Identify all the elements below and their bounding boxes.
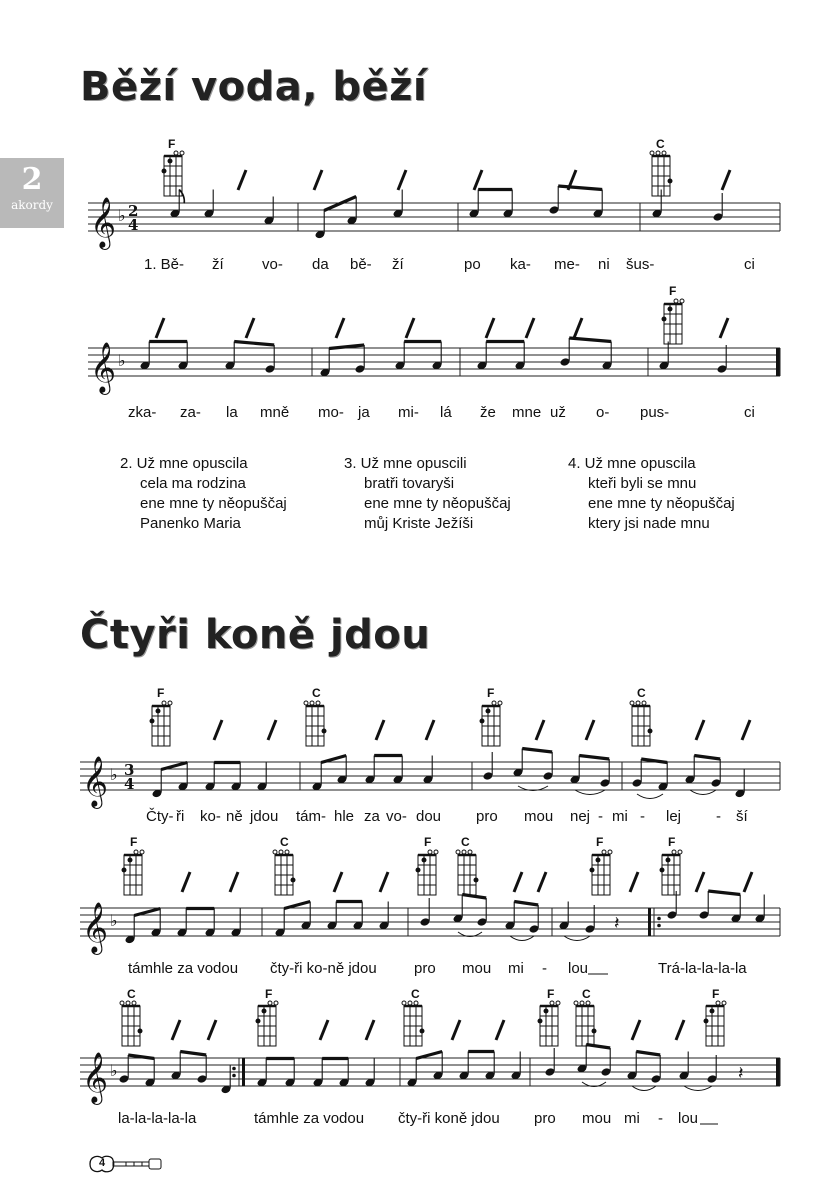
lyric-syllable: šus- <box>626 256 655 273</box>
lyric-syllable: za <box>364 808 380 825</box>
lyric-syllable: o- <box>596 404 610 421</box>
strum-slash <box>376 720 384 740</box>
lyric-syllable: Trá-la-la-la-la <box>658 960 747 977</box>
slur <box>637 794 663 799</box>
chord-name: F <box>596 835 604 849</box>
page-footer <box>86 1150 166 1178</box>
note-beam <box>416 1052 442 1059</box>
strum-slash <box>406 318 414 338</box>
strum-slash <box>182 872 190 892</box>
open-string <box>468 850 472 854</box>
strum-slash <box>742 720 750 740</box>
finger-dot <box>662 317 667 322</box>
quarter-rest: 𝄽 <box>738 1063 744 1084</box>
chord-name: F <box>668 835 676 849</box>
note-beam <box>586 1045 610 1049</box>
lyric-syllable: mou <box>524 808 554 825</box>
finger-dot <box>128 858 133 863</box>
verse-line: ene mne ty něopuščaj <box>588 495 735 512</box>
lyric-syllable: - <box>716 808 721 825</box>
finger-dot <box>156 709 161 714</box>
note-beam <box>522 749 552 753</box>
chord-diagram-icon <box>704 1001 727 1046</box>
repeat-dot <box>657 917 661 921</box>
strum-slash <box>696 872 704 892</box>
treble-clef-icon: 𝄞 <box>90 197 117 248</box>
time-signature-num: 3 <box>124 761 135 779</box>
lyric-syllable: támhle za vodou <box>128 960 239 977</box>
chord-diagram-icon <box>660 850 683 895</box>
chord-name: F <box>669 284 677 298</box>
note-beam <box>636 1052 660 1056</box>
open-string <box>162 701 166 705</box>
open-string <box>574 1001 578 1005</box>
open-string <box>492 701 496 705</box>
lyric-syllable: ně <box>226 808 243 825</box>
song1-title: Běží voda, běží <box>80 64 428 110</box>
strum-slash <box>744 872 752 892</box>
finger-dot <box>590 868 595 873</box>
key-flat: ♭ <box>110 765 118 784</box>
strum-slash <box>426 720 434 740</box>
lyric-syllable: - <box>658 1110 663 1127</box>
open-string <box>656 151 660 155</box>
open-string <box>274 1001 278 1005</box>
lyric-syllable: la <box>226 404 238 421</box>
strum-slash <box>720 318 728 338</box>
lyric-syllable: zka- <box>128 404 157 421</box>
lyric-syllable: mou <box>462 960 492 977</box>
chord-diagram-icon <box>162 151 185 196</box>
ukulele-icon <box>86 1150 166 1178</box>
finger-dot <box>486 709 491 714</box>
treble-clef-icon: 𝄞 <box>90 342 117 393</box>
chord-name: F <box>168 137 176 151</box>
chord-diagram-icon <box>273 850 296 895</box>
lyric-syllable: pro <box>534 1110 556 1127</box>
chord-name: C <box>411 987 420 1001</box>
verse-line: kteři byli se mnu <box>588 475 697 492</box>
lyric-syllable: tám- <box>296 808 326 825</box>
open-string <box>722 1001 726 1005</box>
slur <box>684 1086 712 1091</box>
verse-line: ktery jsi nade mnu <box>588 515 710 532</box>
open-string <box>586 1001 590 1005</box>
finger-dot <box>648 729 653 734</box>
verse-line: 3. Už mne opuscili <box>344 455 467 472</box>
lyric-syllable: mi <box>612 808 628 825</box>
lyric-syllable: už <box>550 404 566 421</box>
verse-line: ene mne ty něopuščaj <box>140 495 287 512</box>
chord-diagram-icon <box>574 1001 597 1046</box>
lyric-syllable: ři <box>176 808 185 825</box>
final-bar <box>776 348 780 376</box>
repeat-bar <box>648 908 651 936</box>
key-flat: ♭ <box>110 911 118 930</box>
open-string <box>304 701 308 705</box>
key-flat: ♭ <box>118 206 126 225</box>
chord-diagram-icon <box>402 1001 425 1046</box>
lyric-syllable: pro <box>414 960 436 977</box>
chord-diagram-icon <box>122 850 145 895</box>
chord-name: C <box>127 987 136 1001</box>
time-signature-den: 4 <box>124 775 135 793</box>
finger-dot <box>122 868 127 873</box>
open-string <box>630 701 634 705</box>
chord-diagram-icon <box>120 1001 143 1046</box>
lyric-syllable: pus- <box>640 404 670 421</box>
lyric-syllable: po <box>464 256 481 273</box>
lyric-syllable: ka- <box>510 256 531 273</box>
strum-slash <box>630 872 638 892</box>
finger-dot <box>416 868 421 873</box>
open-string <box>602 850 606 854</box>
strum-slash <box>452 1020 460 1040</box>
lyric-syllable: me- <box>554 256 580 273</box>
strum-slash <box>676 1020 684 1040</box>
strum-slash <box>380 872 388 892</box>
open-string <box>636 701 640 705</box>
lyric-syllable: za- <box>180 404 201 421</box>
open-string <box>674 299 678 303</box>
chord-name: F <box>265 987 273 1001</box>
finger-dot <box>162 169 167 174</box>
chord-name: C <box>582 987 591 1001</box>
strum-slash <box>496 1020 504 1040</box>
treble-clef-icon: 𝄞 <box>82 902 109 953</box>
open-string <box>279 850 283 854</box>
open-string <box>462 850 466 854</box>
lyric-syllable: čty-ři koně jdou <box>398 1110 500 1127</box>
song2-title: Čtyři koně jdou <box>80 612 431 658</box>
lyric-syllable: mi <box>508 960 524 977</box>
lyric-syllable: vo- <box>386 808 407 825</box>
chord-name: C <box>637 686 646 700</box>
chord-diagram-icon <box>590 850 613 895</box>
chord-name: C <box>312 686 321 700</box>
strum-slash <box>214 720 222 740</box>
treble-clef-icon: 𝄞 <box>82 1052 109 1103</box>
chapter-label: akordy <box>11 198 53 212</box>
finger-dot <box>538 1019 543 1024</box>
strum-slash <box>398 170 406 190</box>
strum-slash <box>230 872 238 892</box>
finger-dot <box>592 1029 597 1034</box>
finger-dot <box>474 878 479 883</box>
note-beam <box>462 895 486 899</box>
note-beam <box>558 186 602 190</box>
finger-dot <box>168 159 173 164</box>
open-string <box>580 1001 584 1005</box>
chord-diagram-icon <box>662 299 685 344</box>
chord-diagram-icon <box>150 701 173 746</box>
open-string <box>550 1001 554 1005</box>
strum-slash <box>514 872 522 892</box>
repeat-dot <box>657 924 661 928</box>
verse-line: bratři tovaryši <box>364 475 455 492</box>
open-string <box>180 151 184 155</box>
open-string <box>650 151 654 155</box>
lyric-syllable: pro <box>476 808 498 825</box>
chord-name: F <box>547 987 555 1001</box>
strum-slash <box>696 720 704 740</box>
finger-dot <box>420 1029 425 1034</box>
lyric-syllable: lej <box>666 808 682 825</box>
open-string <box>414 1001 418 1005</box>
open-string <box>716 1001 720 1005</box>
strum-slash <box>486 318 494 338</box>
lyric-syllable: Čty- <box>146 808 174 825</box>
lyric-syllable: že <box>480 404 496 421</box>
chord-name: C <box>280 835 289 849</box>
strum-slash <box>586 720 594 740</box>
finger-dot <box>596 858 601 863</box>
slur <box>564 936 590 941</box>
lyric-syllable: mne <box>512 404 542 421</box>
strum-slash <box>538 872 546 892</box>
lyric-syllable: ja <box>358 404 370 421</box>
repeat-dot <box>232 1074 236 1078</box>
chord-diagram-icon <box>650 151 673 196</box>
lyric-syllable: čty-ři ko-ně jdou <box>270 960 377 977</box>
open-string <box>608 850 612 854</box>
verse-line: můj Kriste Ježíši <box>364 515 474 532</box>
finger-dot <box>422 858 427 863</box>
open-string <box>662 151 666 155</box>
note-beam <box>284 902 310 909</box>
note-beam <box>569 338 611 342</box>
chord-diagram-icon <box>538 1001 561 1046</box>
lyric-syllable: mi- <box>398 404 419 421</box>
verse-line: Panenko Maria <box>140 515 241 532</box>
lyric-syllable: mo- <box>318 404 344 421</box>
note-beam <box>579 756 609 760</box>
strum-slash <box>366 1020 374 1040</box>
time-signature-den: 4 <box>128 216 139 234</box>
finger-dot <box>291 878 296 883</box>
finger-dot <box>668 179 673 184</box>
open-string <box>126 1001 130 1005</box>
strum-slash <box>632 1020 640 1040</box>
open-string <box>672 850 676 854</box>
chord-name: F <box>487 686 495 700</box>
repeat-bar <box>242 1058 245 1086</box>
lyric-syllable: ni <box>598 256 610 273</box>
strum-slash <box>526 318 534 338</box>
strum-slash <box>208 1020 216 1040</box>
finger-dot <box>256 1019 261 1024</box>
lyric-syllable: ci <box>744 404 755 421</box>
lyric-syllable: ci <box>744 256 755 273</box>
chord-name: C <box>461 835 470 849</box>
staff <box>88 197 780 250</box>
verse-line: cela ma rodzina <box>140 475 246 492</box>
lyric-syllable: mi <box>624 1110 640 1127</box>
strum-slash <box>268 720 276 740</box>
open-string <box>273 850 277 854</box>
note-beam <box>180 1052 206 1056</box>
lyric-syllable: ší <box>736 808 748 825</box>
slur <box>632 1086 656 1091</box>
chord-diagram-icon <box>256 1001 279 1046</box>
open-string <box>268 1001 272 1005</box>
strum-slash <box>156 318 164 338</box>
chord-diagram-icon <box>630 701 653 746</box>
note-beam <box>161 763 187 770</box>
key-flat: ♭ <box>110 1061 118 1080</box>
chord-diagram-icon <box>416 850 439 895</box>
verse-line: 2. Už mne opuscila <box>120 455 248 472</box>
lyric-syllable: 1. Bě- <box>144 256 185 273</box>
finger-dot <box>710 1009 715 1014</box>
lyric-syllable: la-la-la-la-la <box>118 1110 197 1127</box>
open-string <box>642 701 646 705</box>
open-string <box>556 1001 560 1005</box>
chord-diagram-icon <box>304 701 327 746</box>
open-string <box>428 850 432 854</box>
note-beam <box>694 756 720 760</box>
lyric-syllable: támhle za vodou <box>254 1110 365 1127</box>
lyric-syllable: - <box>598 808 603 825</box>
finger-dot <box>660 868 665 873</box>
open-string <box>680 299 684 303</box>
lyric-syllable: - <box>542 960 547 977</box>
open-string <box>402 1001 406 1005</box>
open-string <box>408 1001 412 1005</box>
note-beam <box>134 909 160 916</box>
open-string <box>140 850 144 854</box>
open-string <box>285 850 289 854</box>
lyric-syllable: lou <box>678 1110 699 1127</box>
verse-line: 4. Už mne opuscila <box>568 455 696 472</box>
note-beam <box>514 902 538 906</box>
lyric-syllable: nej <box>570 808 591 825</box>
note-beam <box>234 342 274 346</box>
lyric-syllable: ko- <box>200 808 221 825</box>
repeat-dot <box>232 1067 236 1071</box>
open-string <box>134 850 138 854</box>
lyric-syllable: ží <box>392 256 404 273</box>
strum-slash <box>334 872 342 892</box>
verse-line: ene mne ty něopuščaj <box>364 495 511 512</box>
final-bar <box>776 1058 780 1086</box>
chord-name: F <box>157 686 165 700</box>
open-string <box>174 151 178 155</box>
open-string <box>316 701 320 705</box>
lyric-syllable: da <box>312 256 329 273</box>
lyric-syllable: lou <box>568 960 589 977</box>
open-string <box>678 850 682 854</box>
finger-dot <box>322 729 327 734</box>
finger-dot <box>138 1029 143 1034</box>
open-string <box>498 701 502 705</box>
note-beam <box>708 891 740 895</box>
strum-slash <box>474 170 482 190</box>
open-string <box>120 1001 124 1005</box>
lyric-syllable: bě- <box>350 256 372 273</box>
strum-slash <box>574 318 582 338</box>
chord-diagram-icon <box>480 701 503 746</box>
lyric-syllable: ží <box>212 256 224 273</box>
staff <box>80 902 780 955</box>
open-string <box>434 850 438 854</box>
time-signature-num: 2 <box>128 202 139 220</box>
lyric-syllable: dou <box>416 808 442 825</box>
finger-dot <box>668 307 673 312</box>
lyric-syllable: lá <box>440 404 452 421</box>
open-string <box>168 701 172 705</box>
chord-name: F <box>424 835 432 849</box>
chord-diagram-icon <box>456 850 479 895</box>
lyric-syllable: mně <box>260 404 290 421</box>
strum-slash <box>246 318 254 338</box>
staff <box>80 1052 780 1105</box>
open-string <box>132 1001 136 1005</box>
page-number: 4 <box>99 1157 106 1169</box>
finger-dot <box>544 1009 549 1014</box>
strum-slash <box>238 170 246 190</box>
strum-slash <box>722 170 730 190</box>
strum-slash <box>314 170 322 190</box>
lyric-syllable: vo- <box>262 256 283 273</box>
finger-dot <box>262 1009 267 1014</box>
quarter-rest: 𝄽 <box>614 913 620 934</box>
chord-name: C <box>656 137 665 151</box>
lyric-syllable: mou <box>582 1110 612 1127</box>
open-string <box>310 701 314 705</box>
finger-dot <box>150 719 155 724</box>
finger-dot <box>480 719 485 724</box>
strum-slash <box>320 1020 328 1040</box>
lyric-syllable: hle <box>334 808 355 825</box>
treble-clef-icon: 𝄞 <box>82 756 109 807</box>
lyric-syllable: - <box>640 808 645 825</box>
chord-name: F <box>712 987 720 1001</box>
slur <box>575 790 605 795</box>
strum-slash <box>172 1020 180 1040</box>
strum-slash <box>536 720 544 740</box>
strum-slash <box>336 318 344 338</box>
slur <box>690 790 716 795</box>
finger-dot <box>704 1019 709 1024</box>
key-flat: ♭ <box>118 351 126 370</box>
chapter-number: 2 <box>21 162 43 197</box>
open-string <box>456 850 460 854</box>
slur <box>510 936 534 941</box>
lyric-syllable: jdou <box>250 808 279 825</box>
finger-dot <box>666 858 671 863</box>
chord-name: F <box>130 835 138 849</box>
note-beam <box>321 756 346 763</box>
